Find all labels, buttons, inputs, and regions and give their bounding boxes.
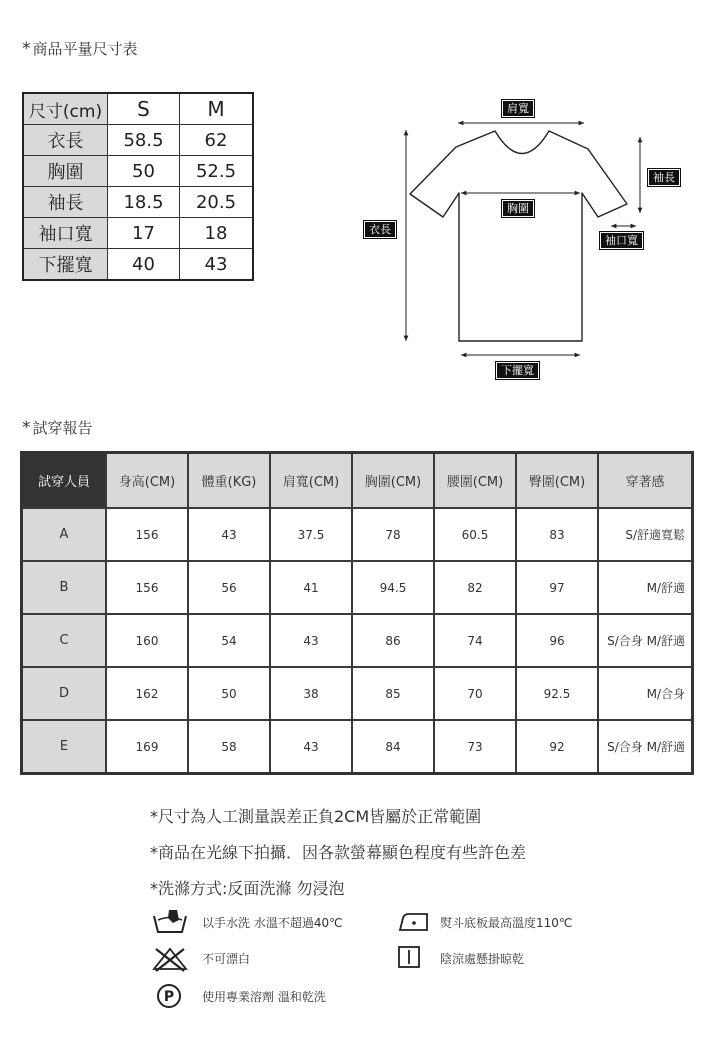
shoulder-cell: 43 xyxy=(270,614,352,667)
table-row xyxy=(22,720,693,774)
size-header-s: S xyxy=(108,93,180,125)
weight-cell: 58 xyxy=(188,720,270,774)
line-dry-icon xyxy=(397,945,421,969)
size-section-title: * 商品平量尺寸表 xyxy=(22,39,138,59)
table-row xyxy=(22,667,693,720)
waist-cell: 70 xyxy=(434,667,516,720)
person-name: C xyxy=(22,614,107,667)
header-person: 試穿人員 xyxy=(22,453,107,509)
size-header-unit: 尺寸(cm) xyxy=(23,93,108,125)
person-name: E xyxy=(22,720,107,774)
size-value-s: 17 xyxy=(108,218,180,249)
table-row xyxy=(22,614,693,667)
note-measurement: *尺寸為人工測量誤差正負2CM皆屬於正常範圍 xyxy=(150,807,482,826)
person-name: B xyxy=(22,561,107,614)
sleeve-label: 袖長 xyxy=(648,169,680,186)
report-table xyxy=(20,451,694,775)
hem-label: 下擺寬 xyxy=(496,362,539,379)
hip-cell: 97 xyxy=(516,561,598,614)
tshirt-outline xyxy=(410,131,627,341)
length-label: 衣長 xyxy=(364,221,396,238)
shoulder-cell: 38 xyxy=(270,667,352,720)
header-waist: 腰圍(CM) xyxy=(434,453,516,509)
hip-cell: 92 xyxy=(516,720,598,774)
hand-wash-icon xyxy=(150,906,190,936)
report-header-row xyxy=(22,453,693,509)
size-row-label: 袖長 xyxy=(23,187,108,218)
svg-text:P: P xyxy=(163,989,175,1005)
height-cell: 156 xyxy=(106,561,188,614)
waist-cell: 73 xyxy=(434,720,516,774)
header-shoulder: 肩寬(CM) xyxy=(270,453,352,509)
size-value-m: 62 xyxy=(180,125,254,156)
feel-cell: S/合身 M/舒適 xyxy=(598,720,693,774)
person-name: D xyxy=(22,667,107,720)
weight-cell: 54 xyxy=(188,614,270,667)
hip-cell: 83 xyxy=(516,508,598,561)
weight-cell: 50 xyxy=(188,667,270,720)
chest-cell: 78 xyxy=(352,508,434,561)
header-chest: 胸圍(CM) xyxy=(352,453,434,509)
size-value-m: 20.5 xyxy=(180,187,254,218)
size-row-label: 胸圍 xyxy=(23,156,108,187)
weight-cell: 56 xyxy=(188,561,270,614)
feel-cell: M/舒適 xyxy=(598,561,693,614)
shoulder-cell: 37.5 xyxy=(270,508,352,561)
waist-cell: 74 xyxy=(434,614,516,667)
hip-cell: 92.5 xyxy=(516,667,598,720)
size-value-s: 58.5 xyxy=(108,125,180,156)
feel-cell: M/合身 xyxy=(598,667,693,720)
header-height: 身高(CM) xyxy=(106,453,188,509)
cuff-label: 袖口寬 xyxy=(600,232,643,249)
shoulder-cell: 41 xyxy=(270,561,352,614)
iron-text: 熨斗底板最高溫度110℃ xyxy=(440,916,573,930)
no-bleach-icon xyxy=(150,946,190,972)
hand-wash-text: 以手水洗 水溫不超過40℃ xyxy=(202,916,343,930)
iron-icon xyxy=(397,910,431,934)
size-row-label: 下擺寬 xyxy=(23,249,108,281)
height-cell: 169 xyxy=(106,720,188,774)
size-value-m: 52.5 xyxy=(180,156,254,187)
size-header-m: M xyxy=(180,93,254,125)
person-name: A xyxy=(22,508,107,561)
table-row xyxy=(22,508,693,561)
note-washing: *洗滌方式:反面洗滌 勿浸泡 xyxy=(150,879,345,898)
size-value-m: 18 xyxy=(180,218,254,249)
size-row-label: 袖口寬 xyxy=(23,218,108,249)
height-cell: 162 xyxy=(106,667,188,720)
size-value-m: 43 xyxy=(180,249,254,281)
report-section-title: * 試穿報告 xyxy=(22,418,93,438)
height-cell: 160 xyxy=(106,614,188,667)
chest-cell: 84 xyxy=(352,720,434,774)
weight-cell: 43 xyxy=(188,508,270,561)
shoulder-label: 肩寬 xyxy=(502,100,534,117)
size-value-s: 50 xyxy=(108,156,180,187)
size-row-label: 衣長 xyxy=(23,125,108,156)
height-cell: 156 xyxy=(106,508,188,561)
size-value-s: 40 xyxy=(108,249,180,281)
waist-cell: 82 xyxy=(434,561,516,614)
table-row xyxy=(22,561,693,614)
chest-cell: 85 xyxy=(352,667,434,720)
chest-label: 胸圍 xyxy=(502,200,534,217)
size-value-s: 18.5 xyxy=(108,187,180,218)
line-dry-text: 陰涼處懸掛晾乾 xyxy=(440,952,525,966)
dry-clean-text: 使用專業溶劑 溫和乾洗 xyxy=(202,990,326,1004)
hip-cell: 96 xyxy=(516,614,598,667)
no-bleach-text: 不可漂白 xyxy=(202,952,251,966)
tshirt-diagram xyxy=(0,0,720,400)
chest-cell: 94.5 xyxy=(352,561,434,614)
header-feel: 穿著感 xyxy=(598,453,693,509)
chest-cell: 86 xyxy=(352,614,434,667)
header-hip: 臀圍(CM) xyxy=(516,453,598,509)
header-weight: 體重(KG) xyxy=(188,453,270,509)
shoulder-cell: 43 xyxy=(270,720,352,774)
note-color: *商品在光線下拍攝．因各款螢幕顯色程度有些許色差 xyxy=(150,843,527,862)
feel-cell: S/合身 M/舒適 xyxy=(598,614,693,667)
waist-cell: 60.5 xyxy=(434,508,516,561)
feel-cell: S/舒適寬鬆 xyxy=(598,508,693,561)
dry-clean-icon xyxy=(155,982,183,1010)
